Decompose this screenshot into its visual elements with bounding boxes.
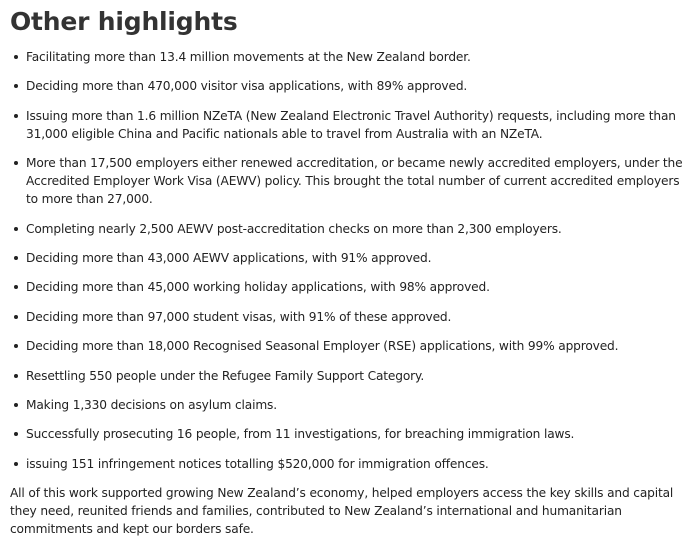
list-item: issuing 151 infringement notices totalling $520,000 for immigration offences. [10,455,688,473]
list-item: Facilitating more than 13.4 million movements at the New Zealand border. [10,48,688,66]
list-item: Successfully prosecuting 16 people, from 11 investigations, for breaching immigration laws. [10,425,688,443]
list-item: Completing nearly 2,500 AEWV post-accreditation checks on more than 2,300 employers. [10,220,688,238]
list-item: Deciding more than 97,000 student visas, with 91% of these approved. [10,308,688,326]
highlights-list [10,48,688,473]
list-item: Deciding more than 45,000 working holiday applications, with 98% approved. [10,278,688,296]
list-item: Deciding more than 18,000 Recognised Seasonal Employer (RSE) applications, with 99% approved. [10,337,688,355]
list-item: More than 17,500 employers either renewed accreditation, or became newly accredited employers, under the Accredited Employer Work Visa (AEWV) policy. This brought the total number of current accredited employers to more than 27,000. [10,154,688,208]
list-item: Issuing more than 1.6 million NZeTA (New Zealand Electronic Travel Authority) requests, including more than 31,000 eligible China and Pacific nationals able to travel from Australia with an NZeTA. [10,107,688,143]
list-item: Deciding more than 43,000 AEWV applications, with 91% approved. [10,249,688,267]
list-item: Resettling 550 people under the Refugee Family Support Category. [10,367,688,385]
list-item: Making 1,330 decisions on asylum claims. [10,396,688,414]
section-heading: Other highlights [10,7,238,36]
list-item: Deciding more than 470,000 visitor visa applications, with 89% approved. [10,77,688,95]
summary-paragraph: All of this work supported growing New Zealand’s economy, helped employers access the key skills and capital they need, reunited friends and families, contributed to New Zealand’s international and humanitarian commitments and kept our borders safe. [10,486,674,537]
